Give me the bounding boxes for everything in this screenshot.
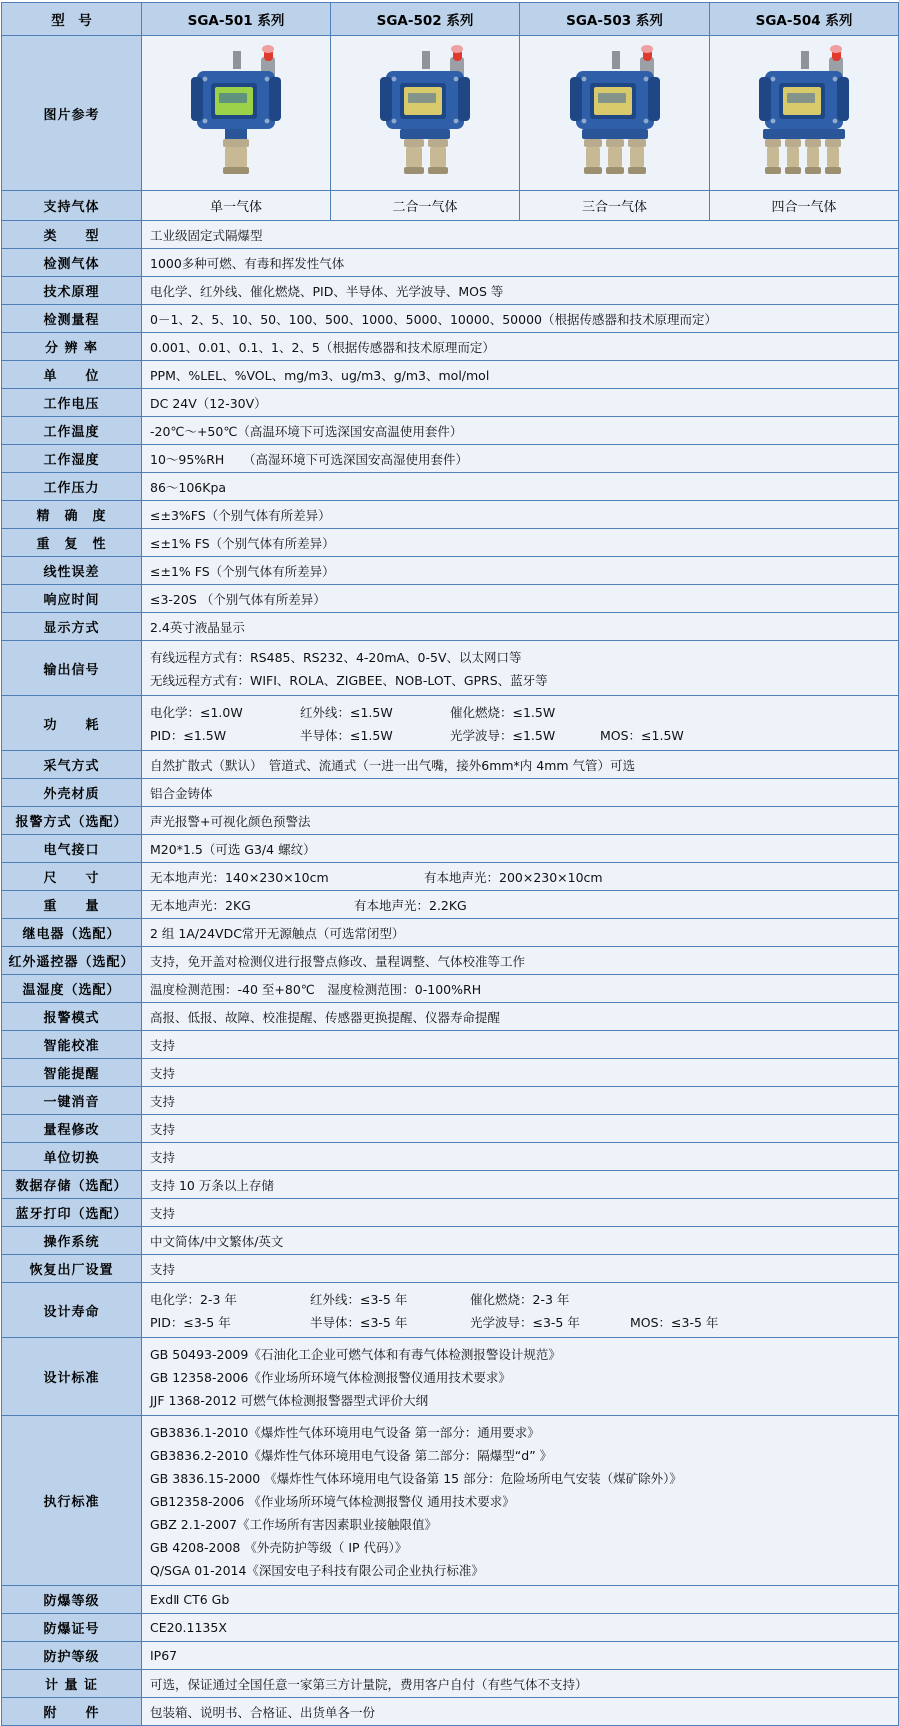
table-row [2,1586,899,1614]
table-row [2,947,899,975]
row-value: 支持 10 万条以上存储 [142,1171,899,1199]
table-row [2,751,899,779]
row-label: 采气方式 [2,751,142,779]
row-value: 中文简体/中文繁体/英文 [142,1227,899,1255]
output-signal-line-1: 有线远程方式有：RS485、RS232、4-20mA、0-5V、以太网口等 [150,649,522,665]
row-value: ≤3-20S （个别气体有所差异） [142,585,899,613]
row-value: 支持 [142,1031,899,1059]
size-value [142,863,899,891]
table-row [2,277,899,305]
device-image-503 [520,36,710,191]
row-label: 重 复 性 [2,529,142,557]
row-value: 铝合金铸体 [142,779,899,807]
design-life-item: 催化燃烧：2-3 年 [470,1291,570,1307]
row-label: 附 件 [2,1698,142,1726]
row-value: 可选，保证通过全国任意一家第三方计量院，费用客户自付（有些气体不支持） [142,1670,899,1698]
row-value: 支持 [142,1199,899,1227]
row-value: ≤±1% FS（个别气体有所差异） [142,557,899,585]
table-row [2,779,899,807]
gas-support-label: 支持气体 [2,191,142,221]
design-life-line-1 [150,1287,890,1310]
row-value: 86～106Kpa [142,473,899,501]
gas-support-501: 单一气体 [142,191,331,221]
table-row [2,333,899,361]
gas-support-502: 二合一气体 [331,191,520,221]
table-row [2,1698,899,1726]
table-row [2,557,899,585]
image-row-label: 图片参考 [2,36,142,191]
image-row [2,36,899,191]
row-label: 电气接口 [2,835,142,863]
power-item: 半导体：≤1.5W [300,727,393,743]
table-row [2,305,899,333]
row-label: 继电器（选配） [2,919,142,947]
row-value: PPM、%LEL、%VOL、mg/m3、ug/m3、g/m3、mol/mol [142,361,899,389]
row-value: 自然扩散式（默认） 管道式、流通式（一进一出气嘴，接外6mm*内 4mm 气管）可选 [142,751,899,779]
row-label: 蓝牙打印（选配） [2,1199,142,1227]
row-value: 支持 [142,1087,899,1115]
row-label: 计 量 证 [2,1670,142,1698]
row-value: 支持 [142,1115,899,1143]
table-row [2,1031,899,1059]
row-label: 恢复出厂设置 [2,1255,142,1283]
spec-sheet [0,2,899,1726]
table-row [2,389,899,417]
row-value: 工业级固定式隔爆型 [142,221,899,249]
design-standard-line: GB 12358-2006《作业场所环境气体检测报警仪通用技术要求》 [150,1369,511,1385]
output-signal-label: 输出信号 [2,641,142,696]
design-life-line-2 [150,1310,890,1333]
table-row [2,249,899,277]
table-row [2,613,899,641]
row-label: 分 辨 率 [2,333,142,361]
row-value: 温度检测范围：-40 至+80℃ 湿度检测范围：0-100%RH [142,975,899,1003]
table-row [2,975,899,1003]
gas-detector-icon-1 [161,41,311,186]
row-label: 精 确 度 [2,501,142,529]
row-label: 防爆证号 [2,1614,142,1642]
table-row [2,1199,899,1227]
design-life-label: 设计寿命 [2,1283,142,1338]
row-label: 检测气体 [2,249,142,277]
table-row [2,1171,899,1199]
row-value: 声光报警+可视化颜色预警法 [142,807,899,835]
design-standard-value [142,1338,899,1416]
exec-standard-value [142,1416,899,1586]
row-label: 工作温度 [2,417,142,445]
output-signal-row [2,641,899,696]
design-life-item: 光学波导：≤3-5 年 [470,1314,580,1330]
power-value [142,696,899,751]
row-label: 响应时间 [2,585,142,613]
exec-standard-row [2,1416,899,1586]
design-life-item: 半导体：≤3-5 年 [310,1314,408,1330]
table-row [2,807,899,835]
size-row [2,863,899,891]
exec-standard-line: Q/SGA 01-2014《深国安电子科技有限公司企业执行标准》 [150,1562,484,1578]
table-row [2,1255,899,1283]
row-label: 红外遥控器（选配） [2,947,142,975]
row-value: DC 24V（12-30V） [142,389,899,417]
table-row [2,1642,899,1670]
weight-value [142,891,899,919]
table-row [2,361,899,389]
size-label: 尺 寸 [2,863,142,891]
row-label: 智能提醒 [2,1059,142,1087]
weight-row [2,891,899,919]
power-line-1 [150,700,890,723]
exec-standard-label: 执行标准 [2,1416,142,1586]
row-label: 单 位 [2,361,142,389]
output-signal-line-2: 无线远程方式有：WIFI、ROLA、ZIGBEE、NOB-LOT、GPRS、蓝牙等 [150,672,548,688]
table-row [2,1059,899,1087]
table-row [2,473,899,501]
spec-table [1,2,899,1726]
weight-label: 重 量 [2,891,142,919]
output-signal-value [142,641,899,696]
row-value: CE20.1135X [142,1614,899,1642]
gas-detector-icon-4 [729,41,879,186]
table-row [2,1227,899,1255]
row-value: 2.4英寸液晶显示 [142,613,899,641]
row-value: 0－1、2、5、10、50、100、500、1000、5000、10000、50000（根据传感器和技术原理而定） [142,305,899,333]
row-label: 数据存储（选配） [2,1171,142,1199]
row-label: 单位切换 [2,1143,142,1171]
device-image-502 [331,36,520,191]
table-row [2,445,899,473]
row-value: 10～95%RH （高湿环境下可选深国安高湿使用套件） [142,445,899,473]
row-label: 一键消音 [2,1087,142,1115]
row-label: 检测量程 [2,305,142,333]
row-label: 线性误差 [2,557,142,585]
model-502: SGA-502 系列 [331,3,520,36]
row-label: 智能校准 [2,1031,142,1059]
row-value: 支持 [142,1143,899,1171]
gas-support-504: 四合一气体 [710,191,899,221]
row-label: 报警方式（选配） [2,807,142,835]
row-label: 防护等级 [2,1642,142,1670]
design-life-item: MOS：≤3-5 年 [630,1314,719,1330]
row-label: 温湿度（选配） [2,975,142,1003]
row-label: 显示方式 [2,613,142,641]
row-label: 类 型 [2,221,142,249]
table-header-row [2,3,899,36]
row-value: ≤±3%FS（个别气体有所差异） [142,501,899,529]
design-life-row [2,1283,899,1338]
table-row [2,919,899,947]
table-row [2,1614,899,1642]
model-label: 型 号 [2,3,142,36]
table-row [2,417,899,445]
row-value: 2 组 1A/24VDC常开无源触点（可选常闭型） [142,919,899,947]
design-life-item: 电化学：2-3 年 [150,1291,237,1307]
design-standard-row [2,1338,899,1416]
row-label: 工作压力 [2,473,142,501]
model-504: SGA-504 系列 [710,3,899,36]
exec-standard-line: GBZ 2.1-2007《工作场所有害因素职业接触限值》 [150,1516,438,1532]
table-row [2,221,899,249]
row-value: 1000多种可燃、有毒和挥发性气体 [142,249,899,277]
row-value: 支持，免开盖对检测仪进行报警点修改、量程调整、气体校准等工作 [142,947,899,975]
row-value: IP67 [142,1642,899,1670]
table-row [2,1670,899,1698]
exec-standard-line: GB12358-2006 《作业场所环境气体检测报警仪 通用技术要求》 [150,1493,515,1509]
row-value: ExdⅡ CT6 Gb [142,1586,899,1614]
power-item: 光学波导：≤1.5W [450,727,556,743]
gas-support-row [2,191,899,221]
exec-standard-line: GB3836.2-2010《爆炸性气体环境用电气设备 第二部分：隔爆型“d” 》 [150,1447,553,1463]
size-item: 有本地声光：200×230×10cm [423,869,603,885]
row-label: 技术原理 [2,277,142,305]
row-label: 量程修改 [2,1115,142,1143]
table-row [2,1003,899,1031]
row-value: ≤±1% FS（个别气体有所差异） [142,529,899,557]
device-image-501 [142,36,331,191]
design-life-item: PID：≤3-5 年 [150,1314,231,1330]
row-value: 0.001、0.01、0.1、1、2、5（根据传感器和技术原理而定） [142,333,899,361]
row-label: 外壳材质 [2,779,142,807]
exec-standard-line: GB3836.1-2010《爆炸性气体环境用电气设备 第一部分：通用要求》 [150,1424,540,1440]
model-503: SGA-503 系列 [520,3,710,36]
table-row [2,1087,899,1115]
row-label: 报警模式 [2,1003,142,1031]
row-value: M20*1.5（可选 G3/4 螺纹） [142,835,899,863]
weight-item: 无本地声光：2KG [150,897,251,913]
row-value: 电化学、红外线、催化燃烧、PID、半导体、光学波导、MOS 等 [142,277,899,305]
table-row [2,585,899,613]
power-item: 电化学：≤1.0W [150,704,243,720]
weight-item: 有本地声光：2.2KG [353,897,467,913]
design-standard-line: JJF 1368-2012 可燃气体检测报警器型式评价大纲 [150,1392,429,1408]
row-value: 高报、低报、故障、校准提醒、传感器更换提醒、仪器寿命提醒 [142,1003,899,1031]
row-value: 支持 [142,1059,899,1087]
table-row [2,835,899,863]
table-row [2,1143,899,1171]
row-label: 防爆等级 [2,1586,142,1614]
size-item: 无本地声光：140×230×10cm [150,869,329,885]
power-item: MOS：≤1.5W [600,727,684,743]
gas-detector-icon-3 [540,41,690,186]
power-item: 红外线：≤1.5W [300,704,393,720]
row-value: 支持 [142,1255,899,1283]
power-row [2,696,899,751]
power-label: 功 耗 [2,696,142,751]
row-value: -20℃～+50℃（高温环境下可选深国安高温使用套件） [142,417,899,445]
row-value: 包装箱、说明书、合格证、出货单各一份 [142,1698,899,1726]
gas-detector-icon-2 [350,41,500,186]
row-label: 工作湿度 [2,445,142,473]
design-standard-line: GB 50493-2009《石油化工企业可燃气体和有毒气体检测报警设计规范》 [150,1346,561,1362]
row-label: 操作系统 [2,1227,142,1255]
model-501: SGA-501 系列 [142,3,331,36]
design-life-value [142,1283,899,1338]
table-row [2,529,899,557]
power-line-2 [150,723,890,746]
power-item: PID：≤1.5W [150,727,227,743]
design-standard-label: 设计标准 [2,1338,142,1416]
power-item: 催化燃烧：≤1.5W [450,704,556,720]
table-row [2,501,899,529]
exec-standard-line: GB 3836.15-2000 《爆炸性气体环境用电气设备第 15 部分：危险场所电气安装（煤矿除外）》 [150,1470,682,1486]
table-row [2,1115,899,1143]
design-life-item: 红外线：≤3-5 年 [310,1291,408,1307]
row-label: 工作电压 [2,389,142,417]
gas-support-503: 三合一气体 [520,191,710,221]
exec-standard-line: GB 4208-2008 《外壳防护等级（ IP 代码）》 [150,1539,408,1555]
device-image-504 [710,36,899,191]
